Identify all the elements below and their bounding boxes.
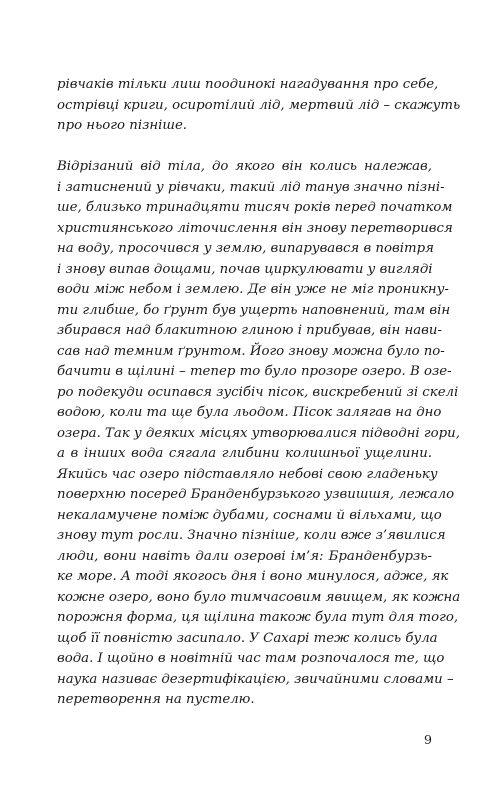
text-line: острівці криги, осиротілий лід, мертвий лід – скажуть xyxy=(57,97,461,113)
text-line: кожне озеро, воно було тимчасовим явищем, як кожна xyxy=(57,589,461,605)
text-line: вода. І щойно в новітній час там розпочалося те, що xyxy=(57,651,445,666)
text-line: наука називає дезертифікацією, звичайними словами – xyxy=(57,671,454,687)
text-line: ти глибше, бо ґрунт був ущерть наповнений, там він xyxy=(57,302,451,318)
paragraph-main xyxy=(57,157,461,711)
text-line: збирався над блакитною глиною і прибував, він нави- xyxy=(57,323,442,338)
text-line: ро подекуди осипався зусібіч пісок, вискребений зі скелі xyxy=(57,384,459,400)
text-line: озера. Так у деяких місцях утворювалися підводні гори, xyxy=(57,425,460,441)
text-line: і затиснений у рівчаки, такий лід танув значно пізні- xyxy=(57,179,445,195)
text-line: бачити в щілині – тепер то було прозоре озеро. В озе- xyxy=(57,364,452,379)
text-line: ше, близько тринадцяти тисяч років перед початком xyxy=(57,200,453,215)
text-line: Відрізаний від тіла, до якого він колись належав, xyxy=(57,159,432,174)
text-line: Якийсь час озеро підставляло небові свою гладеньку xyxy=(57,466,438,482)
text-line: сав над темним ґрунтом. Його знову можна було по- xyxy=(57,343,445,359)
text-line: водою, коли та ще була льодом. Пісок залягав на дно xyxy=(57,405,442,420)
text-line: християнського літочислення він знову перетворився xyxy=(57,220,453,236)
text-line: щоб її повністю засипало. У Сахарі теж колись була xyxy=(57,630,438,646)
text-line: а в інших вода сягала глибини колишньої ущелини. xyxy=(57,446,432,461)
text-line: ке море. А тоді якогось дня і воно минулося, адже, як xyxy=(57,569,449,584)
text-line: і знову випав дощами, почав циркулювати у вигляді xyxy=(57,261,433,277)
text-line: рівчаків тільки лиш поодинокі нагадування про себе, xyxy=(57,77,439,92)
page-number: 9 xyxy=(424,732,432,747)
text-line: некаламучене поміж дубами, соснами й вільхами, що xyxy=(57,507,442,523)
paragraph-continuation xyxy=(57,75,461,137)
text-line: поверхню посеред Бранденбурзького узвишшя, лежало xyxy=(57,487,455,502)
text-line: на воду, просочився у землю, випарувався в повітря xyxy=(57,241,434,256)
text-line: перетворення на пустелю. xyxy=(57,692,255,707)
text-line: про нього пізніше. xyxy=(57,118,188,133)
text-line: води між небом і землею. Де він уже не міг проникну- xyxy=(57,282,449,297)
text-line: знову тут росли. Значно пізніше, коли вже з’явилися xyxy=(57,528,446,543)
text-line: порожня форма, ця щілина також була тут для того, xyxy=(57,610,459,625)
text-line: люди, вони навіть дали озерові ім’я: Бранденбурзь- xyxy=(57,548,432,564)
